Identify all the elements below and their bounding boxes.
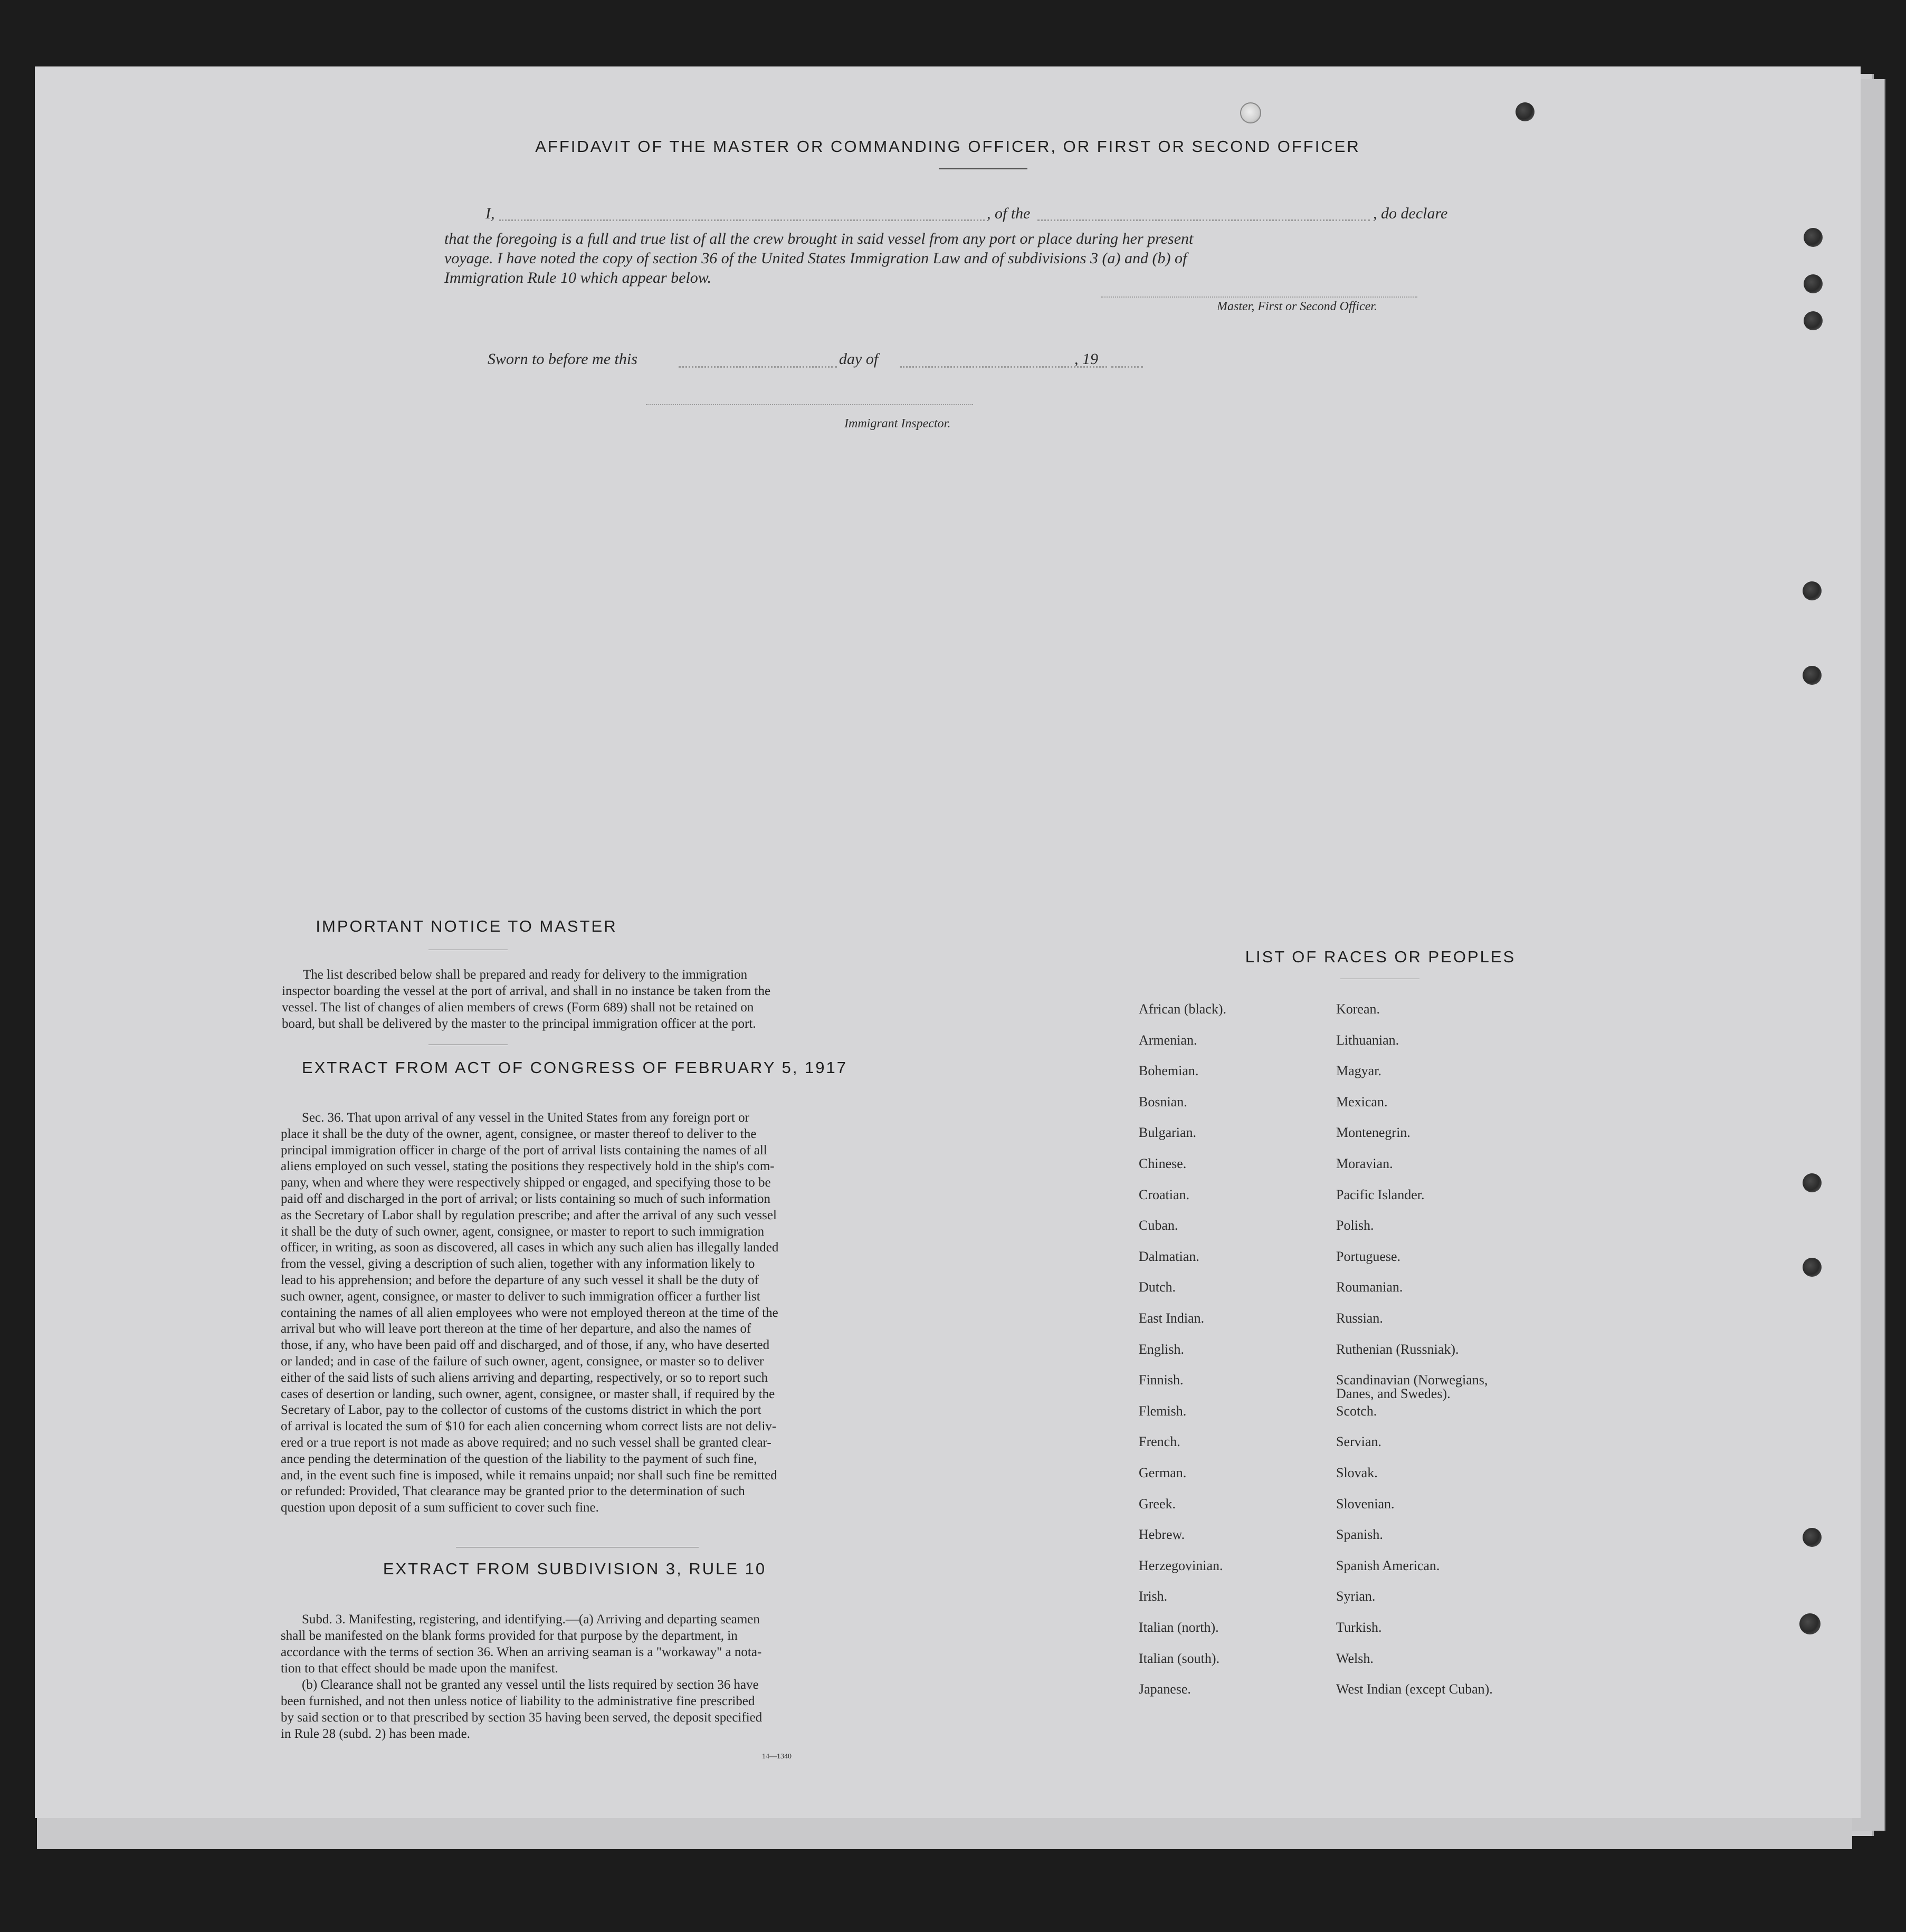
act-line: officer, in writing, as soon as discovered, all cases in which any such alien has illegally landed <box>281 1240 779 1255</box>
race-item: Croatian. <box>1139 1187 1190 1202</box>
race-item: Welsh. <box>1336 1650 1374 1666</box>
rule-line: Subd. 3. Manifesting, registering, and identifying.—(a) Arriving and departing seamen <box>302 1612 760 1627</box>
race-item: Polish. <box>1336 1218 1374 1233</box>
race-item: Turkish. <box>1336 1620 1382 1635</box>
notice-line: inspector boarding the vessel at the port of arrival, and shall in no instance be taken from the <box>282 984 771 998</box>
race-item: Scotch. <box>1336 1403 1377 1419</box>
race-item: Korean. <box>1336 1001 1380 1017</box>
punch-hole-icon <box>1804 228 1823 247</box>
race-item: East Indian. <box>1139 1311 1205 1326</box>
notice-line: vessel. The list of changes of alien members of crews (Form 689) shall not be retained on <box>282 1000 754 1015</box>
race-item: Slovak. <box>1336 1465 1378 1480</box>
rule-extract-title: EXTRACT FROM SUBDIVISION 3, RULE 10 <box>383 1560 767 1578</box>
sworn-label: Sworn to before me this <box>488 350 637 368</box>
races-title: LIST OF RACES OR PEOPLES <box>1245 948 1516 966</box>
act-line: from the vessel, giving a description of such alien, together with any information likely to <box>281 1257 755 1271</box>
underlying-sheet-bottom-edge <box>37 1815 1852 1849</box>
rule-line: shall be manifested on the blank forms provided for that purpose by the department, in <box>281 1629 738 1643</box>
race-item: German. <box>1139 1465 1187 1480</box>
race-item: Lithuanian. <box>1336 1032 1399 1048</box>
race-item: Dutch. <box>1139 1279 1176 1295</box>
act-line: or landed; and in case of the failure of such owner, agent, consignee, or master so to deliver <box>281 1354 764 1369</box>
declaration-line-2: voyage. I have noted the copy of section 36 of the United States Immigration Law and of subdivisions 3 (a) and (b) of <box>444 250 1187 267</box>
act-extract-title: EXTRACT FROM ACT OF CONGRESS OF FEBRUARY 5, 1917 <box>301 1058 848 1077</box>
race-item: Italian (south). <box>1139 1650 1220 1666</box>
rule-line: by said section or to that prescribed by section 35 having been served, the deposit specified <box>281 1710 763 1725</box>
punch-hole-icon <box>1803 581 1822 600</box>
punch-hole-icon <box>1804 311 1823 330</box>
race-item: Pacific Islander. <box>1336 1187 1425 1202</box>
rule-line: in Rule 28 (subd. 2) has been made. <box>281 1727 470 1741</box>
act-line: such owner, agent, consignee, or master to deliver to such immigration officer a further list <box>281 1289 760 1304</box>
notice-title: IMPORTANT NOTICE TO MASTER <box>316 917 617 935</box>
act-line: either of the said lists of such aliens arriving and departing, respectively, or so to report such <box>281 1370 768 1385</box>
sworn-day-field[interactable] <box>679 366 837 368</box>
affidavit-title: AFFIDAVIT OF THE MASTER OR COMMANDING OFFICER, OR FIRST OR SECOND OFFICER <box>535 137 1360 156</box>
race-item: Dalmatian. <box>1139 1248 1199 1264</box>
act-line: Sec. 36. That upon arrival of any vessel in the United States from any foreign port or <box>302 1111 749 1125</box>
act-line: or refunded: Provided, That clearance may be granted prior to the determination of such <box>281 1484 745 1499</box>
race-item: French. <box>1139 1434 1180 1450</box>
act-line: it shall be the duty of such owner, agent, consignee, or master to report to such immigration <box>281 1224 765 1239</box>
notice-body <box>282 967 893 1032</box>
race-item: Servian. <box>1336 1434 1381 1450</box>
title-divider <box>939 168 1027 169</box>
signature-label: Master, First or Second Officer. <box>1217 300 1377 313</box>
act-line: arrival but who will leave port thereon at the time of her departure, and also the names of <box>281 1322 751 1336</box>
act-line: of arrival is located the sum of $10 for each alien concerning whom correct lists are not deliv- <box>281 1419 777 1434</box>
race-item: Bulgarian. <box>1139 1125 1197 1141</box>
race-item: Portuguese. <box>1336 1248 1401 1264</box>
act-line: Secretary of Labor, pay to the collector of customs of the customs district in which the port <box>281 1403 761 1418</box>
race-item: Greek. <box>1139 1496 1176 1512</box>
race-item: English. <box>1139 1341 1184 1357</box>
punch-hole-icon <box>1804 274 1823 293</box>
race-item: Bohemian. <box>1139 1063 1199 1079</box>
act-line: as the Secretary of Labor shall by regulation prescribe; and after the arrival of any such vessel <box>281 1208 777 1222</box>
act-line: cases of desertion or landing, such owner, agent, consignee, or master shall, if required by the <box>281 1386 775 1401</box>
rule-extract-body <box>281 1611 893 1742</box>
race-item: Cuban. <box>1139 1218 1178 1233</box>
sworn-year-field[interactable] <box>1111 366 1143 368</box>
race-item: African (black). <box>1139 1001 1227 1017</box>
race-item: Bosnian. <box>1139 1094 1187 1110</box>
race-item: Scandinavian (Norwegians, Danes, and Swedes). <box>1336 1372 1488 1402</box>
form-number: 14—1340 <box>762 1753 792 1761</box>
punch-hole-icon <box>1799 1613 1821 1634</box>
rule-line: (b) Clearance shall not be granted any vessel until the lists required by section 36 have <box>302 1678 759 1692</box>
rule-line: been furnished, and not then unless notice of liability to the administrative fine prescribed <box>281 1694 755 1708</box>
race-item: Ruthenian (Russniak). <box>1336 1341 1459 1357</box>
act-line: principal immigration officer in charge of the port of arrival lists containing the names of all <box>281 1143 767 1158</box>
day-of-label: day of <box>839 350 879 368</box>
rule-line: tion to that effect should be made upon the manifest. <box>281 1661 558 1676</box>
punch-hole-icon <box>1516 102 1535 121</box>
race-item: Syrian. <box>1336 1589 1376 1604</box>
act-line: lead to his apprehension; and before the departure of any such vessel it shall be the duty of <box>281 1273 759 1287</box>
act-line: paid off and discharged in the port of arrival; or lists containing so much of such information <box>281 1191 771 1206</box>
race-item: Irish. <box>1139 1589 1168 1604</box>
race-item: Hebrew. <box>1139 1527 1185 1543</box>
punch-hole-icon <box>1803 1173 1822 1192</box>
race-item: Italian (north). <box>1139 1620 1219 1635</box>
race-item: Slovenian. <box>1336 1496 1395 1512</box>
act-line: pany, when and where they were respectively shipped or engaged, and specifying those to be <box>281 1175 771 1190</box>
act-line: and, in the event such fine is imposed, while it remains unpaid; nor shall such fine be remitted <box>281 1468 777 1483</box>
inspector-signature-field[interactable] <box>646 404 973 405</box>
race-item: Russian. <box>1336 1311 1383 1326</box>
declaration-line-1: that the foregoing is a full and true list of all the crew brought in said vessel from any port or place during her present <box>444 230 1194 247</box>
rule-line: accordance with the terms of section 36. When an arriving seaman is a "workaway" a nota- <box>281 1645 762 1659</box>
affiant-label: I, <box>485 205 495 222</box>
do-declare-label: , do declare <box>1373 205 1448 222</box>
act-extract-body <box>281 1110 893 1516</box>
punch-hole-icon <box>1803 1258 1822 1277</box>
act-line: those, if any, who have been paid off and discharged, and of those, if any, who have deserted <box>281 1338 770 1353</box>
act-line: place it shall be the duty of the owner, agent, consignee, or master thereof to deliver to the <box>281 1126 757 1141</box>
race-item: Herzegovinian. <box>1139 1557 1223 1573</box>
act-line: ered or a true report is not made as above required; and no such vessel shall be granted clear- <box>281 1435 771 1450</box>
punch-hole-icon <box>1803 1528 1822 1547</box>
race-item: Spanish. <box>1336 1527 1383 1543</box>
of-the-label: , of the <box>987 205 1031 222</box>
form-page <box>35 66 1861 1818</box>
act-line: ance pending the determination of the question of the liability to the payment of such fine, <box>281 1451 757 1466</box>
race-item: Magyar. <box>1336 1063 1381 1079</box>
affiant-name-field[interactable] <box>499 219 985 221</box>
race-item: Montenegrin. <box>1336 1125 1411 1141</box>
race-item: Japanese. <box>1139 1681 1191 1697</box>
year-label: , 19 <box>1074 350 1098 368</box>
signature-field[interactable] <box>1101 297 1417 298</box>
punch-hole-icon <box>1240 102 1261 123</box>
race-item: Roumanian. <box>1336 1279 1403 1295</box>
race-item: Spanish American. <box>1336 1557 1440 1573</box>
vessel-name-field[interactable] <box>1037 219 1370 221</box>
race-item: Armenian. <box>1139 1032 1197 1048</box>
race-item: Finnish. <box>1139 1372 1184 1388</box>
race-item: West Indian (except Cuban). <box>1336 1681 1493 1697</box>
notice-line: board, but shall be delivered by the master to the principal immigration officer at the port. <box>282 1017 756 1031</box>
act-line: containing the names of all alien employees who were not employed thereon at the time of the <box>281 1305 778 1320</box>
race-item: Chinese. <box>1139 1156 1187 1171</box>
act-line: aliens employed on such vessel, stating the positions they respectively hold in the ship's com- <box>281 1159 775 1174</box>
race-item: Mexican. <box>1336 1094 1388 1110</box>
inspector-label: Immigrant Inspector. <box>844 417 951 431</box>
race-item: Moravian. <box>1336 1156 1393 1171</box>
declaration-line-3: Immigration Rule 10 which appear below. <box>444 269 712 286</box>
punch-hole-icon <box>1803 666 1822 685</box>
act-line: question upon deposit of a sum sufficient to cover such fine. <box>281 1500 599 1515</box>
race-item: Flemish. <box>1139 1403 1187 1419</box>
notice-line: The list described below shall be prepared and ready for delivery to the immigration <box>303 968 748 982</box>
